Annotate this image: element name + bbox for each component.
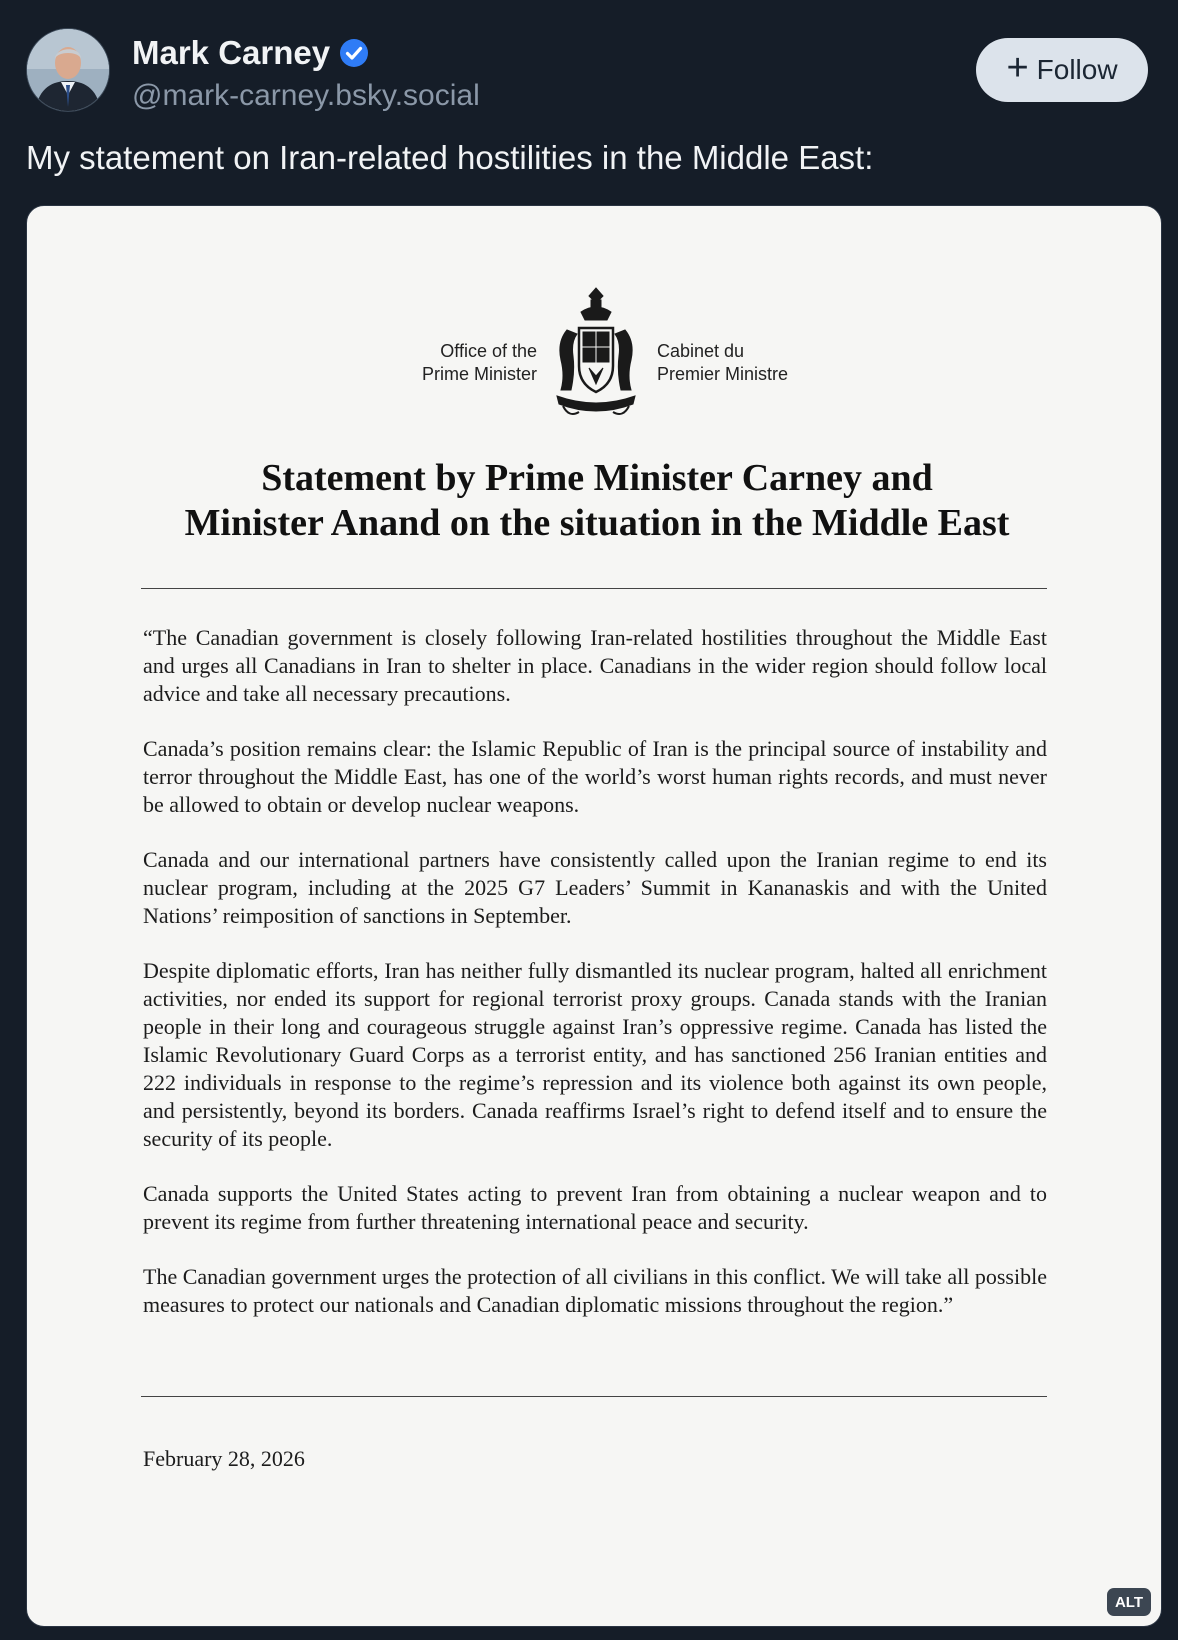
statement-body [143, 624, 1047, 1346]
author-name-row [132, 32, 369, 74]
office-fr-line2: Premier Ministre [657, 364, 789, 384]
paragraph: Despite diplomatic efforts, Iran has neither fully dismantled its nuclear program, halted all enrichment activities, nor ended its support for regional terrorist proxy groups. Canada stands with the Iranian people in their long and courageous struggle against Iran’s oppressive regime. Canada has listed the Islamic Revolutionary Guard Corps as a terrorist entity, and has sanctioned 256 Iranian entities and 222 individuals in response to the regime’s repression and its violence both against its own people, and persistently, beyond its borders. Canada reaffirms Israel’s right to defend itself and to ensure the security of its people. [143, 958, 1047, 1151]
paragraph: Canada’s position remains clear: the Islamic Republic of Iran is the principal source of instability and terror throughout the Middle East, has one of the world’s worst human rights records, and must never be allowed to obtain or develop nuclear weapons. [143, 736, 1047, 817]
author-name[interactable]: Mark Carney [132, 34, 331, 71]
office-label-fr [657, 340, 788, 386]
office-fr-line1: Cabinet du [657, 341, 745, 361]
title-line2: Minister Anand on the situation in the Middle East [184, 502, 1010, 544]
paragraph: “The Canadian government is closely following Iran-related hostilities throughout the Middle East and urges all Canadians in Iran to shelter in place. Canadians in the wider region should follow local advice and take all necessary precautions. [143, 625, 1047, 706]
plus-icon: + [1006, 47, 1029, 89]
coat-of-arms-icon [549, 286, 643, 422]
top-divider [141, 588, 1047, 589]
statement-date: February 28, 2026 [143, 1446, 305, 1471]
avatar[interactable] [26, 28, 110, 112]
office-en-line1: Office of the [440, 341, 537, 361]
paragraph: Canada supports the United States acting to prevent Iran from obtaining a nuclear weapon and to prevent its regime from further threatening international peace and security. [143, 1181, 1047, 1234]
paragraph: Canada and our international partners have consistently called upon the Iranian regime to end its nuclear program, including at the 2025 G7 Leaders’ Summit in Kananaskis and with the United Nations’ reimposition of sanctions in September. [143, 847, 1047, 928]
statement-document [27, 206, 1161, 1626]
post-header [26, 28, 1160, 114]
follow-label: Follow [1036, 54, 1118, 85]
follow-button[interactable] [976, 38, 1148, 102]
statement-title [117, 456, 1077, 546]
title-line1: Statement by Prime Minister Carney and [261, 457, 933, 499]
office-en-line2: Prime Minister [421, 364, 537, 384]
author-handle[interactable]: @mark-carney.bsky.social [132, 79, 480, 112]
alt-text-button[interactable]: ALT [1107, 1588, 1151, 1616]
office-label-en [422, 340, 537, 386]
bottom-divider [141, 1396, 1047, 1397]
avatar-photo [27, 29, 109, 111]
post-image[interactable] [26, 205, 1162, 1627]
verified-badge-icon [339, 38, 369, 68]
post-text: My statement on Iran-related hostilities in the Middle East: [26, 139, 874, 176]
paragraph: The Canadian government urges the protection of all civilians in this conflict. We will take all possible measures to protect our nationals and Canadian diplomatic missions throughout the region.” [143, 1264, 1047, 1317]
